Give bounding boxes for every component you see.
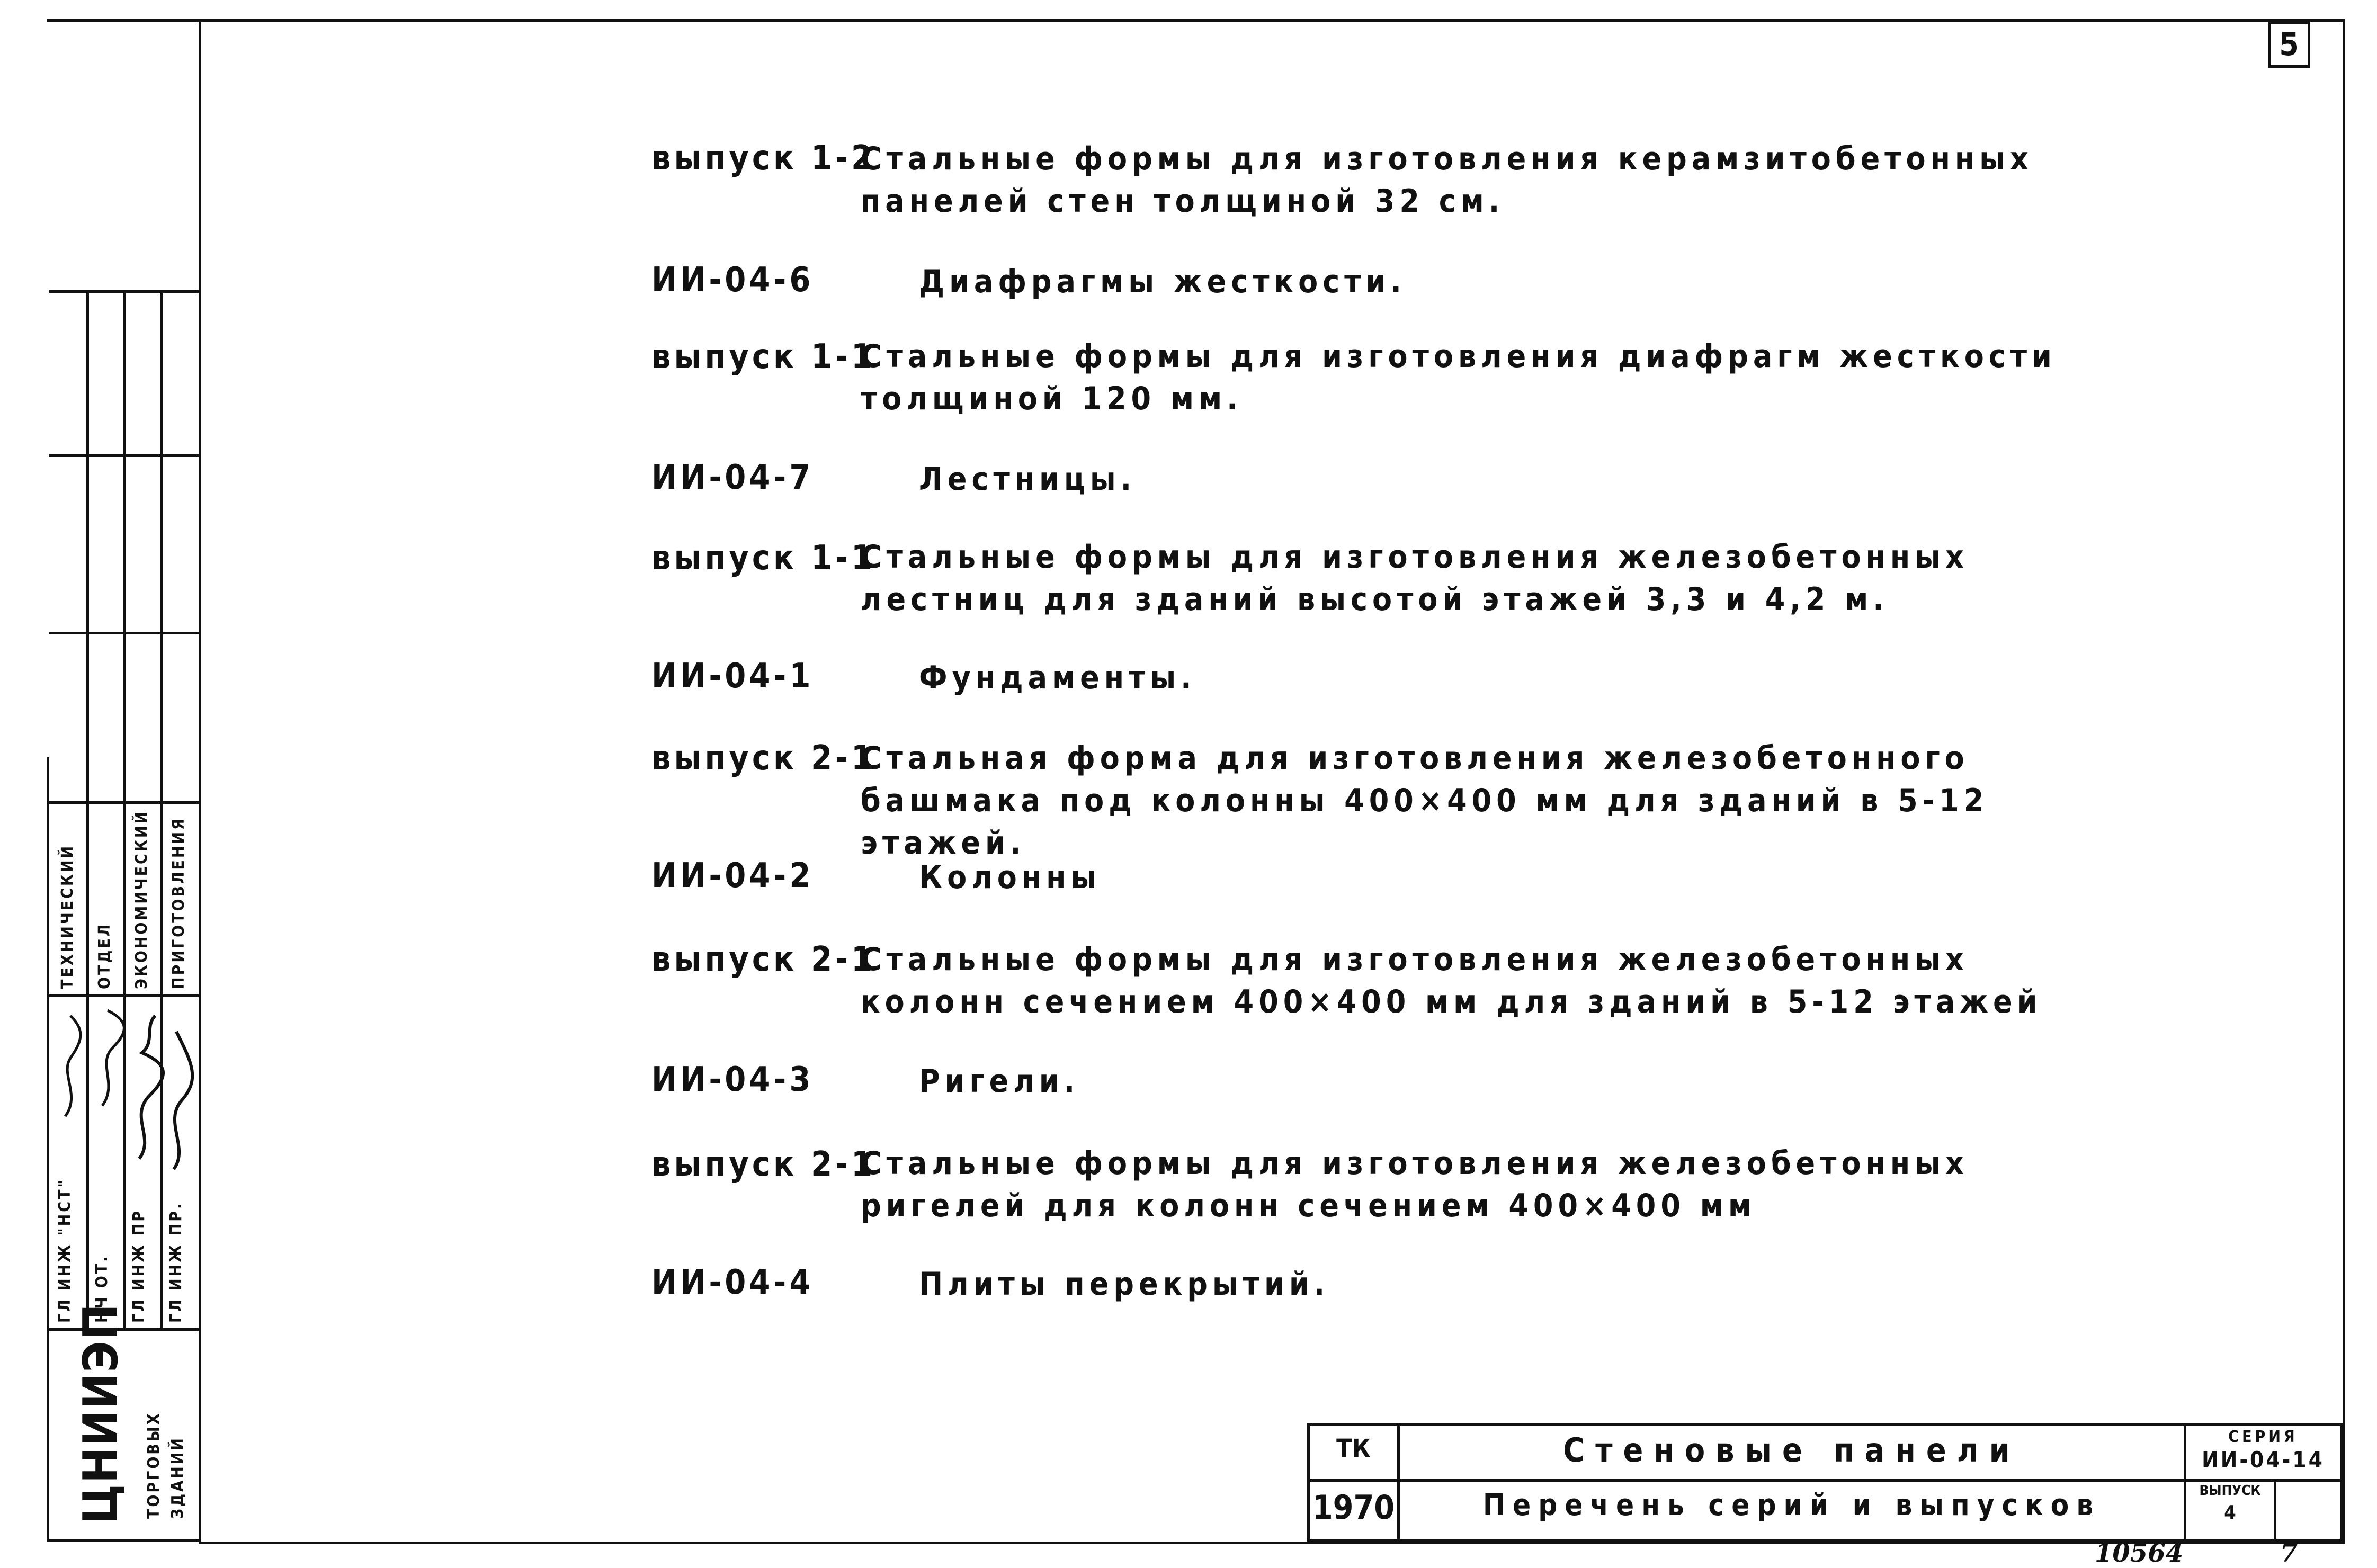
bottom-left-edge	[47, 1539, 200, 1542]
entry-code: ИИ-04-7	[651, 458, 814, 497]
stamp-dept: ПРИГОТОВЛЕНИЯ	[169, 817, 188, 989]
tb-series-value: ИИ-04-14	[2202, 1447, 2325, 1473]
entry-code: выпуск 2-1	[651, 940, 876, 979]
entry-code: ИИ-04-2	[651, 856, 814, 895]
stamp-dept: ТЕХНИЧЕСКИЙ	[58, 844, 77, 989]
stamp-role: ГЛ ИНЖ ПР.	[167, 1201, 185, 1323]
stamp-role: ГЛ ИНЖ "НСТ"	[56, 1178, 74, 1323]
entry-text: Ригели.	[919, 1063, 1080, 1100]
entry-text: Колонны	[919, 859, 1102, 896]
tb-title: Стеновые панели	[1563, 1431, 2021, 1470]
tb-series-label: СЕРИЯ	[2228, 1428, 2298, 1446]
entry-text: Стальные формы для изготовления железобетонных лестниц для зданий высотой этажей 3,3 и 4,2 м.	[861, 539, 1969, 618]
entry-text: Стальные формы для изготовления железобетонных колонн сечением 400×400 мм для зданий в 5-12 этажей	[861, 941, 2042, 1020]
tb-subtitle: Перечень серий и выпусков	[1482, 1488, 2101, 1522]
sheet-number: 7	[2280, 1538, 2298, 1568]
title-block	[1307, 1423, 2340, 1539]
stamp-dept: ОТДЕЛ	[95, 922, 114, 989]
stamp-dept: ЭКОНОМИЧЕСКИЙ	[132, 809, 151, 989]
entry-text: Стальные формы для изготовления диафрагм жесткости толщиной 120 мм.	[861, 338, 2057, 417]
entry-text: Стальные формы для изготовления железобетонных ригелей для колонн сечением 400×400 мм	[861, 1145, 1969, 1224]
tb-issue-value: 4	[2224, 1502, 2236, 1524]
entry-code: выпуск 1-1	[651, 337, 876, 377]
tb-org: ТК	[1336, 1434, 1371, 1464]
entry-code: ИИ-04-4	[651, 1263, 814, 1302]
side-stamp	[49, 290, 199, 1539]
entry-text: Стальная форма для изготовления железобетонного башмака под колонны 400×400 мм для зданий в 5-12 этажей.	[861, 740, 1989, 862]
stamp-role: ГЛ ИНЖ ПР	[130, 1209, 148, 1323]
entry-text: Фундаменты.	[919, 659, 1196, 696]
entry-code: выпуск 1-1	[651, 539, 876, 578]
stamp-role: НЧ ОТ.	[93, 1254, 111, 1323]
entry-code: выпуск 2-1	[651, 739, 876, 778]
entry-text: Стальные формы для изготовления керамзитобетонных панелей стен толщиной 32 см.	[861, 140, 2033, 220]
entry-code: выпуск 1-2	[651, 139, 876, 178]
entry-text: Плиты перекрытий.	[919, 1266, 1330, 1303]
entry-code: ИИ-04-3	[651, 1060, 814, 1099]
org-code: ЦНИИЭП	[73, 1303, 129, 1524]
entry-code: ИИ-04-1	[651, 657, 814, 696]
page-number: 5	[2268, 21, 2310, 68]
tb-issue-label: ВЫПУСК	[2199, 1483, 2261, 1499]
tb-year: 1970	[1312, 1488, 1395, 1527]
entry-text: Диафрагмы жесткости.	[919, 263, 1406, 300]
signature-marks	[49, 1000, 199, 1318]
top-left-edge	[47, 19, 200, 22]
entry-text: Лестницы.	[919, 461, 1137, 498]
org-line: ТОРГОВЫХ	[145, 1411, 163, 1519]
entry-code: ИИ-04-6	[651, 261, 814, 300]
entry-code: выпуск 2-1	[651, 1145, 876, 1184]
inventory-number: 10564	[2095, 1538, 2183, 1568]
org-line: ЗДАНИЙ	[168, 1436, 187, 1519]
